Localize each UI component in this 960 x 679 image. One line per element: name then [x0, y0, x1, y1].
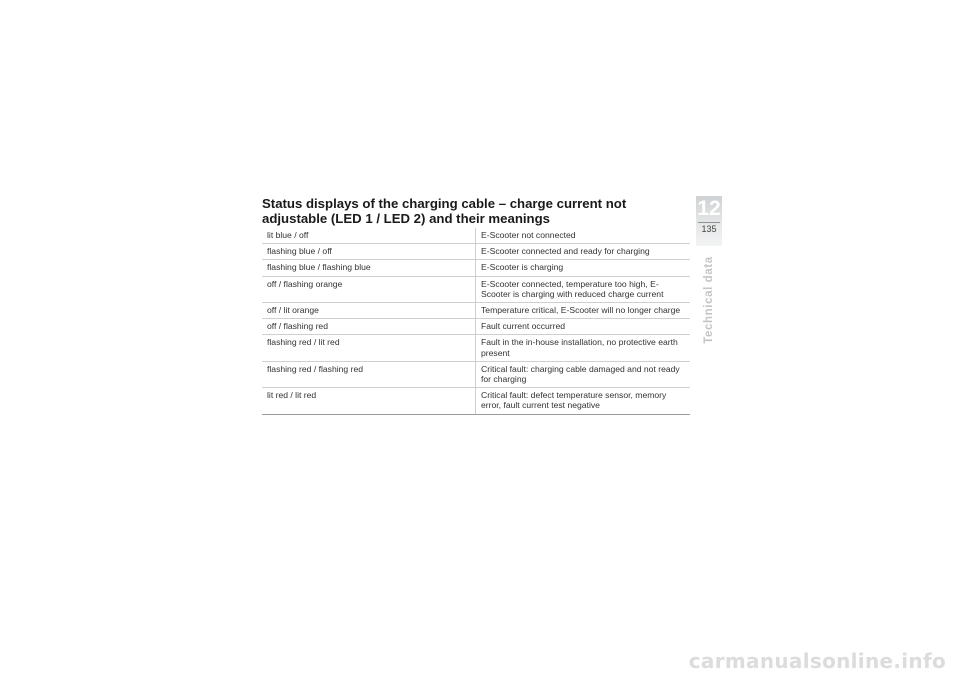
table-cell-display: flashing blue / off	[262, 244, 476, 260]
table-cell-meaning: Critical fault: charging cable damaged and not ready for charging	[476, 361, 691, 387]
table-cell-display: flashing red / lit red	[262, 335, 476, 361]
table-row	[262, 335, 690, 361]
table-cell-display: off / flashing red	[262, 319, 476, 335]
table-cell-meaning: Fault current occurred	[476, 319, 691, 335]
status-table	[262, 228, 690, 415]
table-cell-display: flashing blue / flashing blue	[262, 260, 476, 276]
table-row	[262, 276, 690, 302]
table-cell-display: lit red / lit red	[262, 388, 476, 414]
section-title: Status displays of the charging cable – charge current not adjustable (LED 1 / LED 2) and their meanings	[262, 196, 627, 226]
table-cell-display: flashing red / flashing red	[262, 361, 476, 387]
table-row	[262, 361, 690, 387]
watermark: carmanualsonline.info	[688, 649, 946, 673]
table-row	[262, 319, 690, 335]
table-cell-display: off / lit orange	[262, 303, 476, 319]
page-number: 135	[701, 224, 717, 234]
table-row	[262, 388, 690, 414]
table-cell-meaning: E-Scooter connected and ready for charging	[476, 244, 691, 260]
chapter-title: Technical data	[703, 256, 715, 344]
table-cell-meaning: Fault in the in-house installation, no protective earth present	[476, 335, 691, 361]
table-cell-meaning: E-Scooter not connected	[476, 228, 691, 244]
table-row	[262, 260, 690, 276]
chapter-tab	[696, 196, 722, 246]
table-cell-meaning: E-Scooter connected, temperature too high, E-Scooter is charging with reduced charge current	[476, 276, 691, 302]
table-row	[262, 303, 690, 319]
chapter-divider	[698, 222, 720, 223]
table-cell-display: off / flashing orange	[262, 276, 476, 302]
table-cell-meaning: E-Scooter is charging	[476, 260, 691, 276]
chapter-number: 12	[697, 197, 721, 220]
table-row	[262, 244, 690, 260]
table-cell-display: lit blue / off	[262, 228, 476, 244]
table-row	[262, 228, 690, 244]
table-cell-meaning: Critical fault: defect temperature sensor, memory error, fault current test negative	[476, 388, 691, 414]
table-cell-meaning: Temperature critical, E-Scooter will no longer charge	[476, 303, 691, 319]
